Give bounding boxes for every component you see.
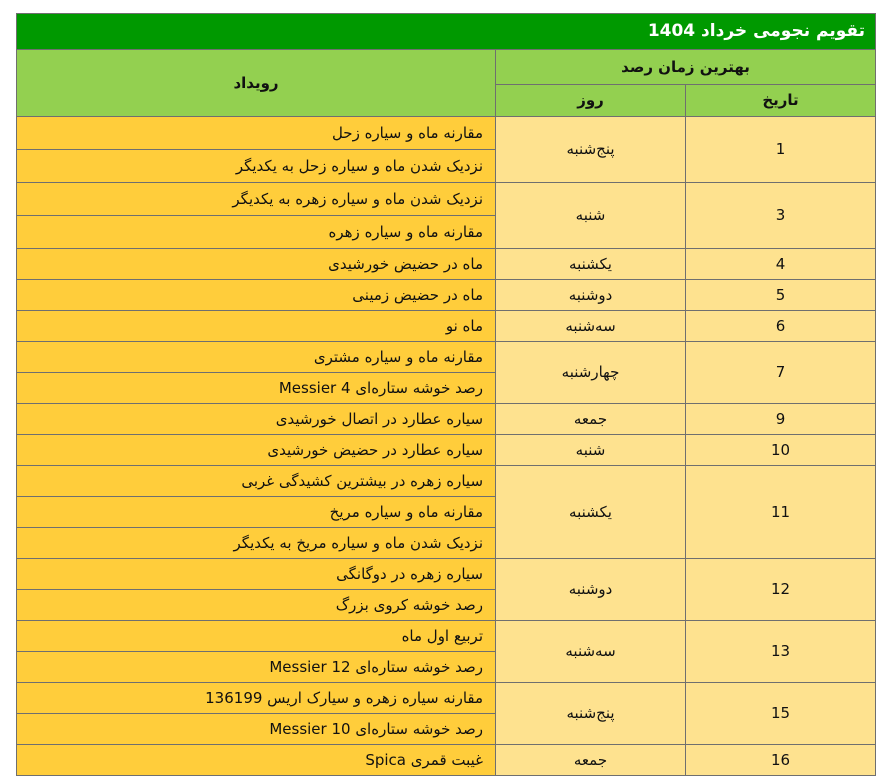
table-row: [17, 621, 876, 652]
day-cell: دوشنبه: [496, 280, 686, 311]
day-cell: دوشنبه: [496, 559, 686, 621]
table-row: [17, 249, 876, 280]
date-cell: 9: [686, 404, 876, 435]
day-cell: یکشنبه: [496, 466, 686, 559]
date-cell: 6: [686, 311, 876, 342]
table-row: [17, 342, 876, 373]
event-cell: نزدیک شدن ماه و سیاره مریخ به یکدیگر: [17, 528, 496, 559]
date-cell: 13: [686, 621, 876, 683]
event-cell: سیاره زهره در بیشترین کشیدگی غربی: [17, 466, 496, 497]
best-time-header: بهترین زمان رصد: [496, 50, 876, 85]
table-title: تقویم نجومی خرداد 1404: [17, 14, 876, 50]
table-row: [17, 745, 876, 776]
event-cell: سیاره زهره در دوگانگی: [17, 559, 496, 590]
event-cell: تربیع اول ماه: [17, 621, 496, 652]
event-cell: ماه در حضیض زمینی: [17, 280, 496, 311]
day-cell: پنج‌شنبه: [496, 117, 686, 183]
event-cell: سیاره عطارد در حضیض خورشیدی: [17, 435, 496, 466]
table-row: [17, 683, 876, 714]
day-cell: پنج‌شنبه: [496, 683, 686, 745]
table-row: [17, 117, 876, 150]
date-cell: 3: [686, 183, 876, 249]
event-cell: رصد خوشه ستاره‌ای Messier 10: [17, 714, 496, 745]
date-cell: 5: [686, 280, 876, 311]
event-cell: نزدیک شدن ماه و سیاره زهره به یکدیگر: [17, 183, 496, 216]
event-cell: غیبت قمری Spica: [17, 745, 496, 776]
event-cell: ماه در حضیض خورشیدی: [17, 249, 496, 280]
day-header: روز: [496, 85, 686, 117]
date-cell: 1: [686, 117, 876, 183]
date-cell: 16: [686, 745, 876, 776]
event-cell: سیاره عطارد در اتصال خورشیدی: [17, 404, 496, 435]
table-row: [17, 435, 876, 466]
event-cell: مقارنه ماه و سیاره زهره: [17, 216, 496, 249]
table-row: [17, 311, 876, 342]
date-header: تاریخ: [686, 85, 876, 117]
calendar-table-wrapper: [16, 13, 876, 776]
day-cell: یکشنبه: [496, 249, 686, 280]
event-cell: ماه نو: [17, 311, 496, 342]
day-cell: سه‌شنبه: [496, 621, 686, 683]
event-cell: مقارنه ماه و سیاره مریخ: [17, 497, 496, 528]
date-cell: 15: [686, 683, 876, 745]
day-cell: سه‌شنبه: [496, 311, 686, 342]
date-cell: 7: [686, 342, 876, 404]
event-cell: رصد خوشه کروی بزرگ: [17, 590, 496, 621]
table-row: [17, 404, 876, 435]
table-row: [17, 466, 876, 497]
event-cell: مقارنه ماه و سیاره زحل: [17, 117, 496, 150]
table-row: [17, 183, 876, 216]
table-row: [17, 559, 876, 590]
event-cell: نزدیک شدن ماه و سیاره زحل به یکدیگر: [17, 150, 496, 183]
astronomy-calendar-table: [16, 13, 876, 776]
day-cell: شنبه: [496, 183, 686, 249]
event-cell: رصد خوشه ستاره‌ای Messier 4: [17, 373, 496, 404]
day-cell: چهارشنبه: [496, 342, 686, 404]
date-cell: 11: [686, 466, 876, 559]
event-cell: مقارنه ماه و سیاره مشتری: [17, 342, 496, 373]
date-cell: 4: [686, 249, 876, 280]
day-cell: جمعه: [496, 404, 686, 435]
date-cell: 12: [686, 559, 876, 621]
date-cell: 10: [686, 435, 876, 466]
event-cell: رصد خوشه ستاره‌ای Messier 12: [17, 652, 496, 683]
table-row: [17, 280, 876, 311]
event-header: رویداد: [17, 50, 496, 117]
event-cell: مقارنه سیاره زهره و سیارک اریس 136199: [17, 683, 496, 714]
day-cell: جمعه: [496, 745, 686, 776]
day-cell: شنبه: [496, 435, 686, 466]
